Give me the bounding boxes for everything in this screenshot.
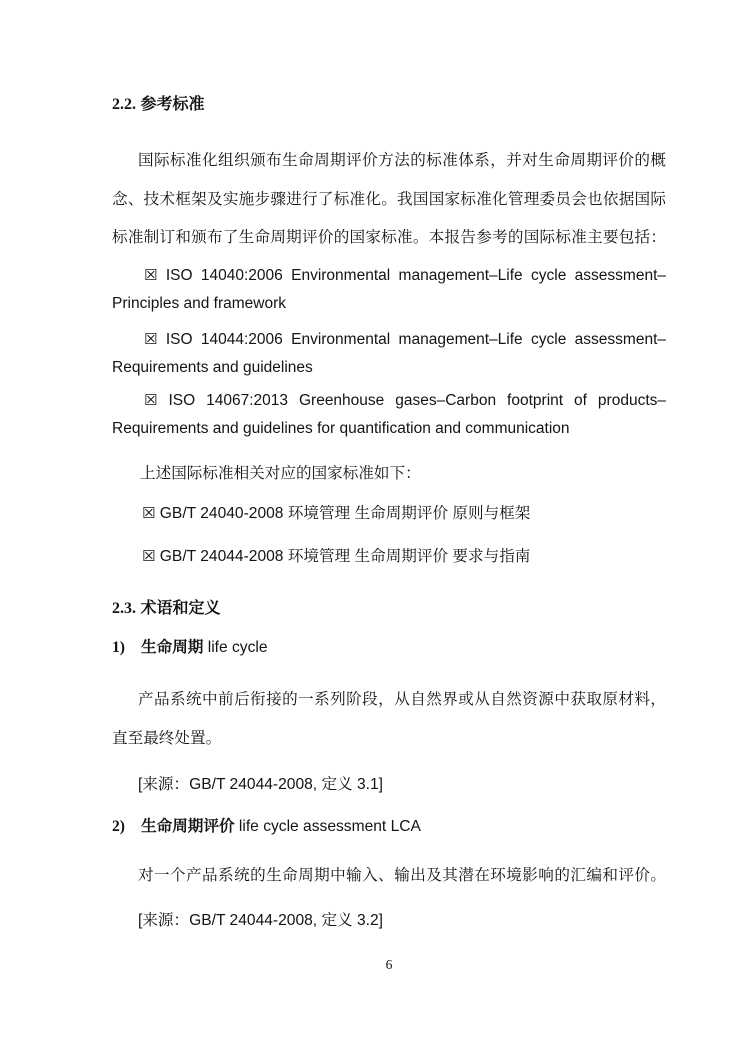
iso-standard-item-2-line-1 xyxy=(112,330,666,350)
ballot-x-icon: ☒ xyxy=(142,548,156,565)
definition-1-number: 1) xyxy=(112,639,125,656)
iso-standard-item-1-line-1 xyxy=(112,266,666,286)
definition-1-body-line-2: 直至最终处置。 xyxy=(112,730,222,747)
page-content xyxy=(112,0,666,1060)
ballot-x-icon: ☒ xyxy=(142,505,156,522)
ballot-x-icon: ☒ xyxy=(144,267,158,284)
gb-standard-item-2 xyxy=(112,547,666,567)
definition-1-title xyxy=(112,638,666,658)
definition-1-term-cn: 生命周期 xyxy=(141,639,204,656)
intro-paragraph-line-1: 国际标准化组织颁布生命周期评价方法的标准体系，并对生命周期评价的概 xyxy=(138,152,666,169)
iso-standard-item-1-text: ISO 14040:2006 Environmental management–Life cycle assessment– xyxy=(165,267,666,284)
section-2-2-heading xyxy=(112,95,666,116)
iso-standard-item-3-line-2: Requirements and guidelines for quantification and communication xyxy=(112,420,570,437)
section-2-3-title: 术语和定义 xyxy=(140,600,221,617)
section-2-3-number: 2.3. xyxy=(112,600,136,617)
definition-2-title xyxy=(112,817,666,837)
definition-2-body-line-1: 对一个产品系统的生命周期中输入、输出及其潜在环境影响的汇编和评价。 xyxy=(138,867,666,884)
definition-2-source: [来源：GB/T 24044-2008, 定义 3.2] xyxy=(138,912,383,929)
definition-1-body-line-1: 产品系统中前后衔接的一系列阶段，从自然界或从自然资源中获取原材料， xyxy=(138,691,666,708)
ballot-x-icon: ☒ xyxy=(144,392,158,409)
iso-standard-item-1-line-2: Principles and framework xyxy=(112,295,287,312)
definition-1-term-en: life cycle xyxy=(207,639,268,656)
gb-standard-item-1 xyxy=(112,504,666,524)
definition-2-term-cn: 生命周期评价 xyxy=(141,818,235,835)
intro-paragraph-line-2: 念、技术框架及实施步骤进行了标准化。我国国家标准化管理委员会也依据国际 xyxy=(112,191,666,208)
iso-standard-item-2-line-2: Requirements and guidelines xyxy=(112,359,313,376)
page-number: 6 xyxy=(385,957,393,972)
iso-standard-item-2-text: ISO 14044:2006 Environmental management–Life cycle assessment– xyxy=(165,331,666,348)
gb-standard-item-2-text: GB/T 24044-2008 环境管理 生命周期评价 要求与指南 xyxy=(159,548,531,565)
section-2-2-title: 参考标准 xyxy=(140,96,205,113)
definition-1-source: [来源：GB/T 24044-2008, 定义 3.1] xyxy=(138,776,383,793)
ballot-x-icon: ☒ xyxy=(144,331,158,348)
definition-2-term-en: life cycle assessment LCA xyxy=(238,818,421,835)
gb-standards-intro: 上述国际标准相关对应的国家标准如下： xyxy=(140,465,421,482)
section-2-3-heading xyxy=(112,599,666,620)
section-2-2-number: 2.2. xyxy=(112,96,136,113)
iso-standard-item-3-line-1 xyxy=(112,391,666,411)
definition-2-number: 2) xyxy=(112,818,125,835)
iso-standard-item-3-text: ISO 14067:2013 Greenhouse gases–Carbon footprint of products– xyxy=(168,392,667,409)
gb-standard-item-1-text: GB/T 24040-2008 环境管理 生命周期评价 原则与框架 xyxy=(159,505,531,522)
intro-paragraph-line-3: 标准制订和颁布了生命周期评价的国家标准。本报告参考的国际标准主要包括： xyxy=(112,229,666,246)
